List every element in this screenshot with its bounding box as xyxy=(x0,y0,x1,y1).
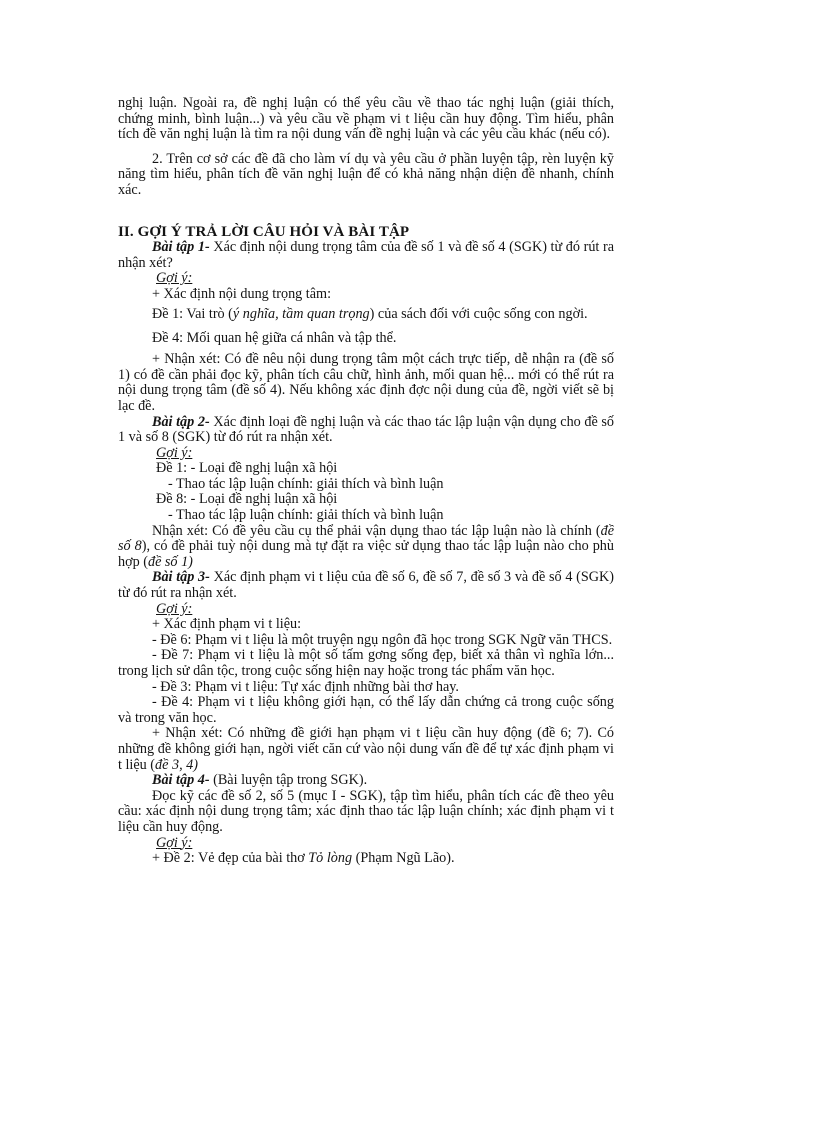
document-page xyxy=(118,96,614,867)
exercise-4-line: Đọc kỹ các đề số 2, số 5 (mục I - SGK), tập tìm hiểu, phân tích các đề theo yêu cầu: xác định nội dung trọng tâm; xác định thao tác lập luận chính; xác định phạm vi t liệu cần huy động. xyxy=(118,787,614,835)
exercise-3-line: - Đề 6: Phạm vi t liệu là một truyện ngụ ngôn đã học trong SGK Ngữ văn THCS. xyxy=(152,631,613,648)
exercise-2-line: - Thao tác lập luận chính: giải thích và bình luận xyxy=(168,507,444,524)
hint-label: Gợi ý: xyxy=(156,270,193,287)
exercise-2-line: - Thao tác lập luận chính: giải thích và bình luận xyxy=(168,475,444,492)
exercise-2-line: Nhận xét: Có đề yêu cầu cụ thể phải vận dụng thao tác lập luận nào là chính (đề số 8), có đề phải tuỳ nội dung mà tự đặt ra việc sử dụng thao tác lập luận nào cho phù hợp (đề số 1) xyxy=(118,522,614,570)
hint-label: Gợi ý: xyxy=(156,600,193,617)
hint-label: Gợi ý: xyxy=(156,444,193,461)
exercise-1-line: + Xác định nội dung trọng tâm: xyxy=(152,285,332,302)
exercise-3-question: Bài tập 3- Xác định phạm vi t liệu của đề số 6, đề số 7, đề số 3 và đề số 4 (SGK) từ đó rút ra nhận xét. xyxy=(118,569,614,602)
intro-paragraph-2: 2. Trên cơ sở các đề đã cho làm ví dụ và yêu cầu ở phần luyện tập, rèn luyện kỹ năng tìm hiểu, phân tích đề văn nghị luận để có khả năng nhận diện đề nhanh, chính xác. xyxy=(118,150,614,198)
exercise-1-line: Đề 4: Mối quan hệ giữa cá nhân và tập thể. xyxy=(152,329,397,346)
exercise-2-title: Bài tập 2- xyxy=(152,413,210,430)
exercise-2-line: Đề 1: - Loại đề nghị luận xã hội xyxy=(156,460,338,477)
exercise-1-question: Bài tập 1- Xác định nội dung trọng tâm của đề số 1 và đề số 4 (SGK) từ đó rút ra nhận xét? xyxy=(118,239,615,271)
exercise-1-title: Bài tập 1- xyxy=(152,239,210,256)
exercise-3-line: + Xác định phạm vi t liệu: xyxy=(152,616,302,633)
exercise-3-line: + Nhận xét: Có những đề giới hạn phạm vi t liệu cần huy động (đề 6; 7). Có những đề không giới hạn, ngời viết căn cứ vào nội dung vấn đề để tự xác định phạm vi t liệu (đề 3, 4) xyxy=(118,725,614,773)
exercise-2-question: Bài tập 2- Xác định loại đề nghị luận và các thao tác lập luận vận dụng cho đề số 1 và số 8 (SGK) từ đó rút ra nhận xét. xyxy=(118,413,615,446)
exercise-2-line: Đề 8: - Loại đề nghị luận xã hội xyxy=(156,491,338,508)
exercise-3-title: Bài tập 3- xyxy=(152,569,210,586)
section-heading: II. GỢI Ý TRẢ LỜI CÂU HỎI VÀ BÀI TẬP xyxy=(118,223,410,240)
exercise-1-line: + Nhận xét: Có đề nêu nội dung trọng tâm một cách trực tiếp, dễ nhận ra (đề số 1) có đề cần phải đọc kỹ, phân tích câu chữ, hình ảnh, mối quan hệ... mới có thể rút ra nội dung trọng tâm (đề số 4). Nếu không xác định đợc nội dung của đề, ngời viết sẽ bị lạc đề. xyxy=(118,351,614,414)
exercise-4-title: Bài tập 4- xyxy=(152,772,210,789)
exercise-3-line: - Đề 3: Phạm vi t liệu: Tự xác định những bài thơ hay. xyxy=(152,678,459,695)
intro-paragraph-1: nghị luận. Ngoài ra, đề nghị luận có thể yêu cầu về thao tác nghị luận (giải thích, chứng minh, bình luận...) và yêu cầu về phạm vi t liệu cần huy động. Tìm hiểu, phân tích đề văn nghị luận là tìm ra nội dung vấn đề nghị luận và các yêu cầu khác (nếu có). xyxy=(118,95,614,143)
exercise-4-line: + Đề 2: Vẻ đẹp của bài thơ Tỏ lòng (Phạm Ngũ Lão). xyxy=(152,850,455,867)
exercise-3-line: - Đề 4: Phạm vi t liệu không giới hạn, có thể lấy dẫn chứng cả trong cuộc sống và trong văn học. xyxy=(118,694,614,726)
exercise-1-line: Đề 1: Vai trò (ý nghĩa, tầm quan trọng) của sách đối với cuộc sống con ngời. xyxy=(152,305,588,322)
exercise-3-line: - Đề 7: Phạm vi t liệu là một số tấm gơng sống đẹp, biết xả thân vì nghĩa lớn... trong lịch sử dân tộc, trong cuộc sống hiện nay hoặc trong tác phẩm văn học. xyxy=(118,647,614,679)
exercise-4-question: Bài tập 4- (Bài luyện tập trong SGK). xyxy=(152,772,368,789)
hint-label: Gợi ý: xyxy=(156,834,193,851)
